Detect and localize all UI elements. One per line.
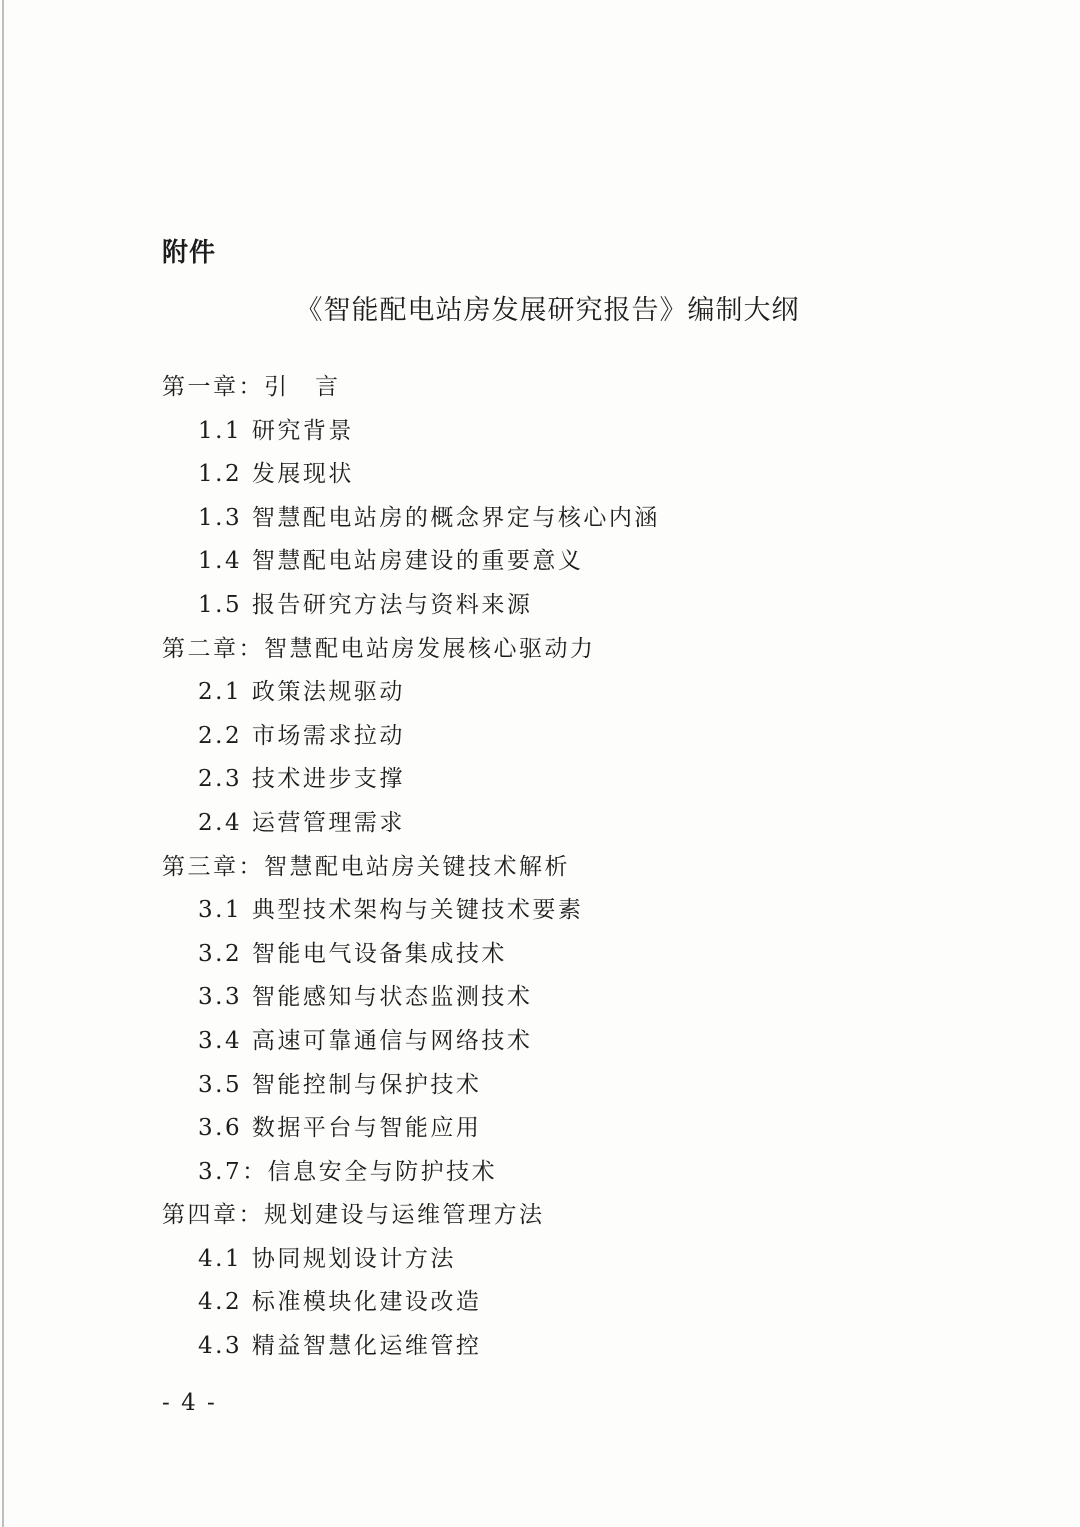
- outline-section: 3.5 智能控制与保护技术: [198, 1071, 482, 1098]
- outline-chapter: 第二章：智慧配电站房发展核心驱动力: [162, 635, 596, 662]
- outline-section: 1.1 研究背景: [198, 417, 354, 444]
- outline-section: 2.1 政策法规驱动: [198, 679, 405, 706]
- page-number: - 4 -: [162, 1390, 217, 1416]
- outline-chapter: 第一章：引 言: [162, 374, 341, 400]
- outline-section: 4.2 标准模块化建设改造: [198, 1289, 482, 1316]
- outline-section: 2.4 运营管理需求: [198, 809, 405, 836]
- outline-chapter: 第四章：规划建设与运维管理方法: [162, 1202, 545, 1229]
- outline-section: 4.1 协同规划设计方法: [198, 1245, 456, 1272]
- outline-section: 2.2 市场需求拉动: [198, 722, 405, 749]
- outline-section: 1.4 智慧配电站房建设的重要意义: [198, 548, 584, 575]
- outline-section: 3.3 智能感知与状态监测技术: [198, 984, 533, 1011]
- outline-section: 4.3 精益智慧化运维管控: [198, 1333, 482, 1360]
- outline-section: 3.1 典型技术架构与关键技术要素: [198, 897, 584, 924]
- outline-section: 2.3 技术进步支撑: [198, 766, 405, 793]
- outline-section: 1.3 智慧配电站房的概念界定与核心内涵: [198, 504, 660, 531]
- outline-section: 3.4 高速可靠通信与网络技术: [198, 1027, 533, 1054]
- outline-section: 1.2 发展现状: [198, 461, 354, 488]
- document-title: 《智能配电站房发展研究报告》编制大纲: [295, 295, 800, 326]
- outline-section: 3.2 智能电气设备集成技术: [198, 940, 507, 967]
- outline-section: 3.6 数据平台与智能应用: [198, 1115, 482, 1142]
- outline-section: 1.5 报告研究方法与资料来源: [198, 591, 533, 618]
- outline-list: [0, 366, 1080, 1369]
- attachment-label: 附件: [162, 238, 217, 268]
- outline-section: 3.7：信息安全与防护技术: [198, 1158, 498, 1185]
- outline-chapter: 第三章：智慧配电站房关键技术解析: [162, 853, 570, 880]
